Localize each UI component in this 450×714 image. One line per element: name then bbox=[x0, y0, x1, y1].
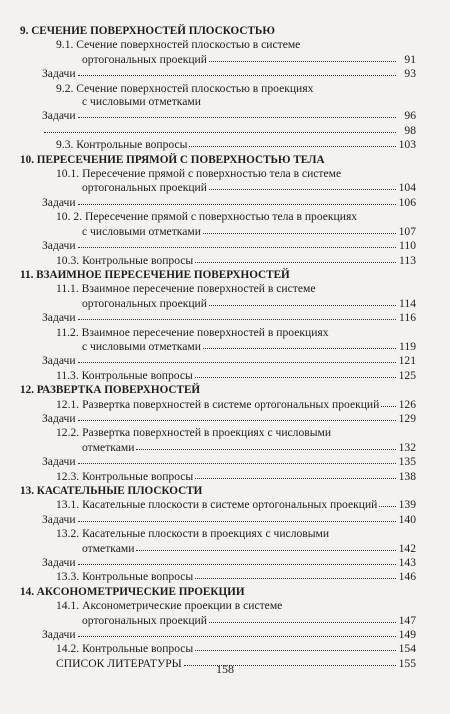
toc-entry bbox=[20, 326, 416, 340]
toc-entry bbox=[20, 239, 416, 253]
toc-page-number: 96 bbox=[404, 109, 416, 123]
toc-page-number: 142 bbox=[398, 541, 416, 555]
toc-entry bbox=[20, 109, 416, 123]
toc-entry-title: 13.1. Касательные плоскости в системе ортогональных проекций bbox=[56, 498, 378, 512]
toc-entry bbox=[20, 311, 416, 325]
toc-entry-title: Задачи bbox=[42, 239, 76, 253]
toc-page-number: 139 bbox=[398, 498, 416, 512]
toc-entry-title: отметками bbox=[82, 440, 135, 454]
toc-entry bbox=[20, 67, 416, 81]
toc-entry bbox=[20, 225, 416, 239]
toc-entry-title: Задачи bbox=[42, 311, 76, 325]
toc-entry bbox=[20, 82, 416, 96]
table-of-contents bbox=[20, 24, 416, 671]
dot-leader bbox=[379, 498, 396, 507]
dot-leader bbox=[78, 513, 396, 522]
toc-page-number: 93 bbox=[404, 67, 416, 81]
toc-entry-title: 14.2. Контрольные вопросы bbox=[56, 642, 194, 656]
toc-section-heading bbox=[20, 484, 416, 498]
toc-page-number: 140 bbox=[398, 512, 416, 526]
toc-entry-title: Задачи bbox=[42, 628, 76, 642]
dot-leader bbox=[209, 614, 396, 623]
toc-entry bbox=[20, 614, 416, 628]
toc-entry bbox=[20, 398, 416, 412]
toc-page-number: 116 bbox=[399, 311, 416, 325]
toc-entry-title: ортогональных проекций bbox=[82, 613, 207, 627]
dot-leader bbox=[189, 138, 396, 147]
dot-leader bbox=[136, 441, 396, 450]
toc-page-number: 135 bbox=[398, 455, 416, 469]
toc-entry-title: 11.3. Контрольные вопросы bbox=[56, 368, 193, 382]
toc-page-number: 103 bbox=[398, 138, 416, 152]
toc-entry bbox=[20, 181, 416, 195]
dot-leader bbox=[78, 556, 396, 565]
toc-section-heading bbox=[20, 585, 416, 599]
toc-page-number: 98 bbox=[404, 123, 416, 137]
toc-entry-title: 9. СЕЧЕНИЕ ПОВЕРХНОСТЕЙ ПЛОСКОСТЬЮ bbox=[20, 25, 275, 37]
toc-entry-title: с числовыми отметками bbox=[82, 95, 201, 109]
toc-page-number: 129 bbox=[398, 411, 416, 425]
toc-entry bbox=[20, 53, 416, 67]
toc-entry-title: 9.2. Сечение поверхностей плоскостью в проекциях bbox=[56, 81, 314, 95]
toc-entry bbox=[20, 297, 416, 311]
dot-leader bbox=[195, 254, 396, 263]
toc-page-number: 138 bbox=[398, 469, 416, 483]
toc-entry bbox=[20, 513, 416, 527]
toc-entry-title: 12.2. Развертка поверхностей в проекциях с числовыми bbox=[56, 426, 332, 440]
toc-page-number: 119 bbox=[399, 339, 416, 353]
toc-entry-title: 13. КАСАТЕЛЬНЫЕ ПЛОСКОСТИ bbox=[20, 485, 203, 497]
toc-section-heading bbox=[20, 24, 416, 38]
toc-entry-title: 12. РАЗВЕРТКА ПОВЕРХНОСТЕЙ bbox=[20, 384, 201, 397]
toc-entry-title: 14.1. Аксонометрические проекции в системе bbox=[56, 599, 283, 613]
toc-page-number: 143 bbox=[398, 556, 416, 570]
toc-entry bbox=[20, 441, 416, 455]
dot-leader bbox=[78, 354, 396, 363]
toc-entry bbox=[20, 340, 416, 354]
toc-entry-title: ортогональных проекций bbox=[82, 181, 207, 195]
toc-entry bbox=[20, 38, 416, 52]
dot-leader bbox=[78, 412, 396, 421]
toc-entry bbox=[20, 498, 416, 512]
dot-leader bbox=[78, 455, 396, 464]
toc-entry-title: 13.3. Контрольные вопросы bbox=[56, 570, 194, 584]
dot-leader bbox=[381, 398, 396, 407]
toc-entry-title: 13.2. Касательные плоскости в проекциях с числовыми bbox=[56, 527, 330, 541]
toc-section-heading bbox=[20, 383, 416, 397]
toc-section-heading bbox=[20, 153, 416, 167]
toc-entry bbox=[20, 527, 416, 541]
toc-entry-title: 10.3. Контрольные вопросы bbox=[56, 253, 194, 267]
toc-page-number: 110 bbox=[399, 239, 416, 253]
toc-page-number: 155 bbox=[398, 656, 416, 670]
toc-entry-title: СПИСОК ЛИТЕРАТУРЫ bbox=[56, 656, 182, 670]
toc-entry-title: с числовыми отметками bbox=[82, 224, 201, 238]
toc-entry-title: 11.2. Взаимное пересечение поверхностей в проекциях bbox=[56, 325, 329, 339]
toc-entry bbox=[20, 426, 416, 440]
toc-entry-title: 11.1. Взаимное пересечение поверхностей в системе bbox=[56, 282, 316, 296]
toc-page-number: 107 bbox=[398, 224, 416, 238]
dot-leader bbox=[203, 340, 396, 349]
toc-entry-title: 11. ВЗАИМНОЕ ПЕРЕСЕЧЕНИЕ ПОВЕРХНОСТЕЙ bbox=[20, 268, 290, 281]
toc-entry bbox=[20, 455, 416, 469]
toc-entry-title: с числовыми отметками bbox=[82, 339, 201, 353]
toc-page-number: 147 bbox=[398, 613, 416, 627]
toc-entry-title: 10. 2. Пересечение прямой с поверхностью тела в проекциях bbox=[56, 210, 358, 224]
toc-entry bbox=[20, 124, 416, 138]
dot-leader bbox=[195, 470, 396, 479]
toc-page-number: 91 bbox=[404, 52, 416, 66]
toc-entry-title: Задачи bbox=[42, 411, 76, 425]
toc-entry bbox=[20, 412, 416, 426]
dot-leader bbox=[195, 642, 396, 651]
toc-entry-title: Задачи bbox=[42, 195, 76, 209]
toc-page-number: 125 bbox=[398, 368, 416, 382]
dot-leader bbox=[78, 109, 396, 118]
toc-page-number: 149 bbox=[398, 628, 416, 642]
toc-entry-title: ортогональных проекций bbox=[82, 296, 207, 310]
dot-leader bbox=[136, 542, 396, 551]
toc-entry bbox=[20, 542, 416, 556]
dot-leader bbox=[195, 369, 396, 378]
toc-entry-title: Задачи bbox=[42, 556, 76, 570]
toc-entry bbox=[20, 628, 416, 642]
toc-entry bbox=[20, 354, 416, 368]
dot-leader bbox=[44, 124, 396, 133]
toc-page-number: 113 bbox=[399, 253, 416, 267]
dot-leader bbox=[78, 239, 396, 248]
dot-leader bbox=[78, 67, 396, 76]
dot-leader bbox=[209, 181, 396, 190]
toc-entry-title: 12.3. Контрольные вопросы bbox=[56, 469, 194, 483]
toc-entry-title: 10.1. Пересечение прямой с поверхностью тела в системе bbox=[56, 167, 342, 181]
dot-leader bbox=[78, 628, 396, 637]
toc-page-number: 106 bbox=[398, 195, 416, 209]
toc-entry-title: Задачи bbox=[42, 455, 76, 469]
toc-entry-title: Задачи bbox=[42, 109, 76, 123]
toc-entry bbox=[20, 254, 416, 268]
toc-page-number: 104 bbox=[398, 181, 416, 195]
dot-leader bbox=[78, 196, 396, 205]
toc-page-number: 132 bbox=[398, 440, 416, 454]
dot-leader bbox=[203, 225, 396, 234]
toc-entry bbox=[20, 95, 416, 109]
toc-entry bbox=[20, 138, 416, 152]
toc-page-number: 126 bbox=[398, 397, 416, 411]
toc-section-heading bbox=[20, 268, 416, 282]
toc-entry bbox=[20, 167, 416, 181]
dot-leader bbox=[78, 311, 396, 320]
dot-leader bbox=[195, 570, 396, 579]
toc-entry bbox=[20, 642, 416, 656]
toc-entry-title: 9.3. Контрольные вопросы bbox=[56, 138, 188, 152]
toc-page-number: 121 bbox=[398, 354, 416, 368]
toc-entry bbox=[20, 369, 416, 383]
toc-entry bbox=[20, 282, 416, 296]
toc-page-number: 114 bbox=[399, 296, 416, 310]
toc-entry bbox=[20, 196, 416, 210]
toc-entry-title: Задачи bbox=[42, 512, 76, 526]
toc-entry bbox=[20, 570, 416, 584]
toc-entry-title: 14. АКСОНОМЕТРИЧЕСКИЕ ПРОЕКЦИИ bbox=[20, 585, 245, 598]
dot-leader bbox=[209, 297, 396, 306]
toc-entry-title: отметками bbox=[82, 541, 135, 555]
toc-entry-title: Задачи bbox=[42, 354, 76, 368]
dot-leader bbox=[209, 53, 396, 62]
toc-entry bbox=[20, 210, 416, 224]
toc-entry bbox=[20, 599, 416, 613]
toc-page-number: 146 bbox=[398, 570, 416, 584]
toc-entry bbox=[20, 556, 416, 570]
toc-entry bbox=[20, 470, 416, 484]
toc-entry-title: 10. ПЕРЕСЕЧЕНИЕ ПРЯМОЙ С ПОВЕРХНОСТЬЮ ТЕЛА bbox=[20, 153, 325, 166]
toc-entry-title: ортогональных проекций bbox=[82, 52, 207, 66]
toc-entry-title: Задачи bbox=[42, 67, 76, 81]
toc-entry-title: 9.1. Сечение поверхностей плоскостью в системе bbox=[56, 38, 301, 52]
toc-entry-title: 12.1. Развертка поверхностей в системе ортогональных проекций bbox=[56, 397, 380, 411]
toc-page-number: 154 bbox=[398, 642, 416, 656]
page-number: 158 bbox=[216, 662, 234, 676]
